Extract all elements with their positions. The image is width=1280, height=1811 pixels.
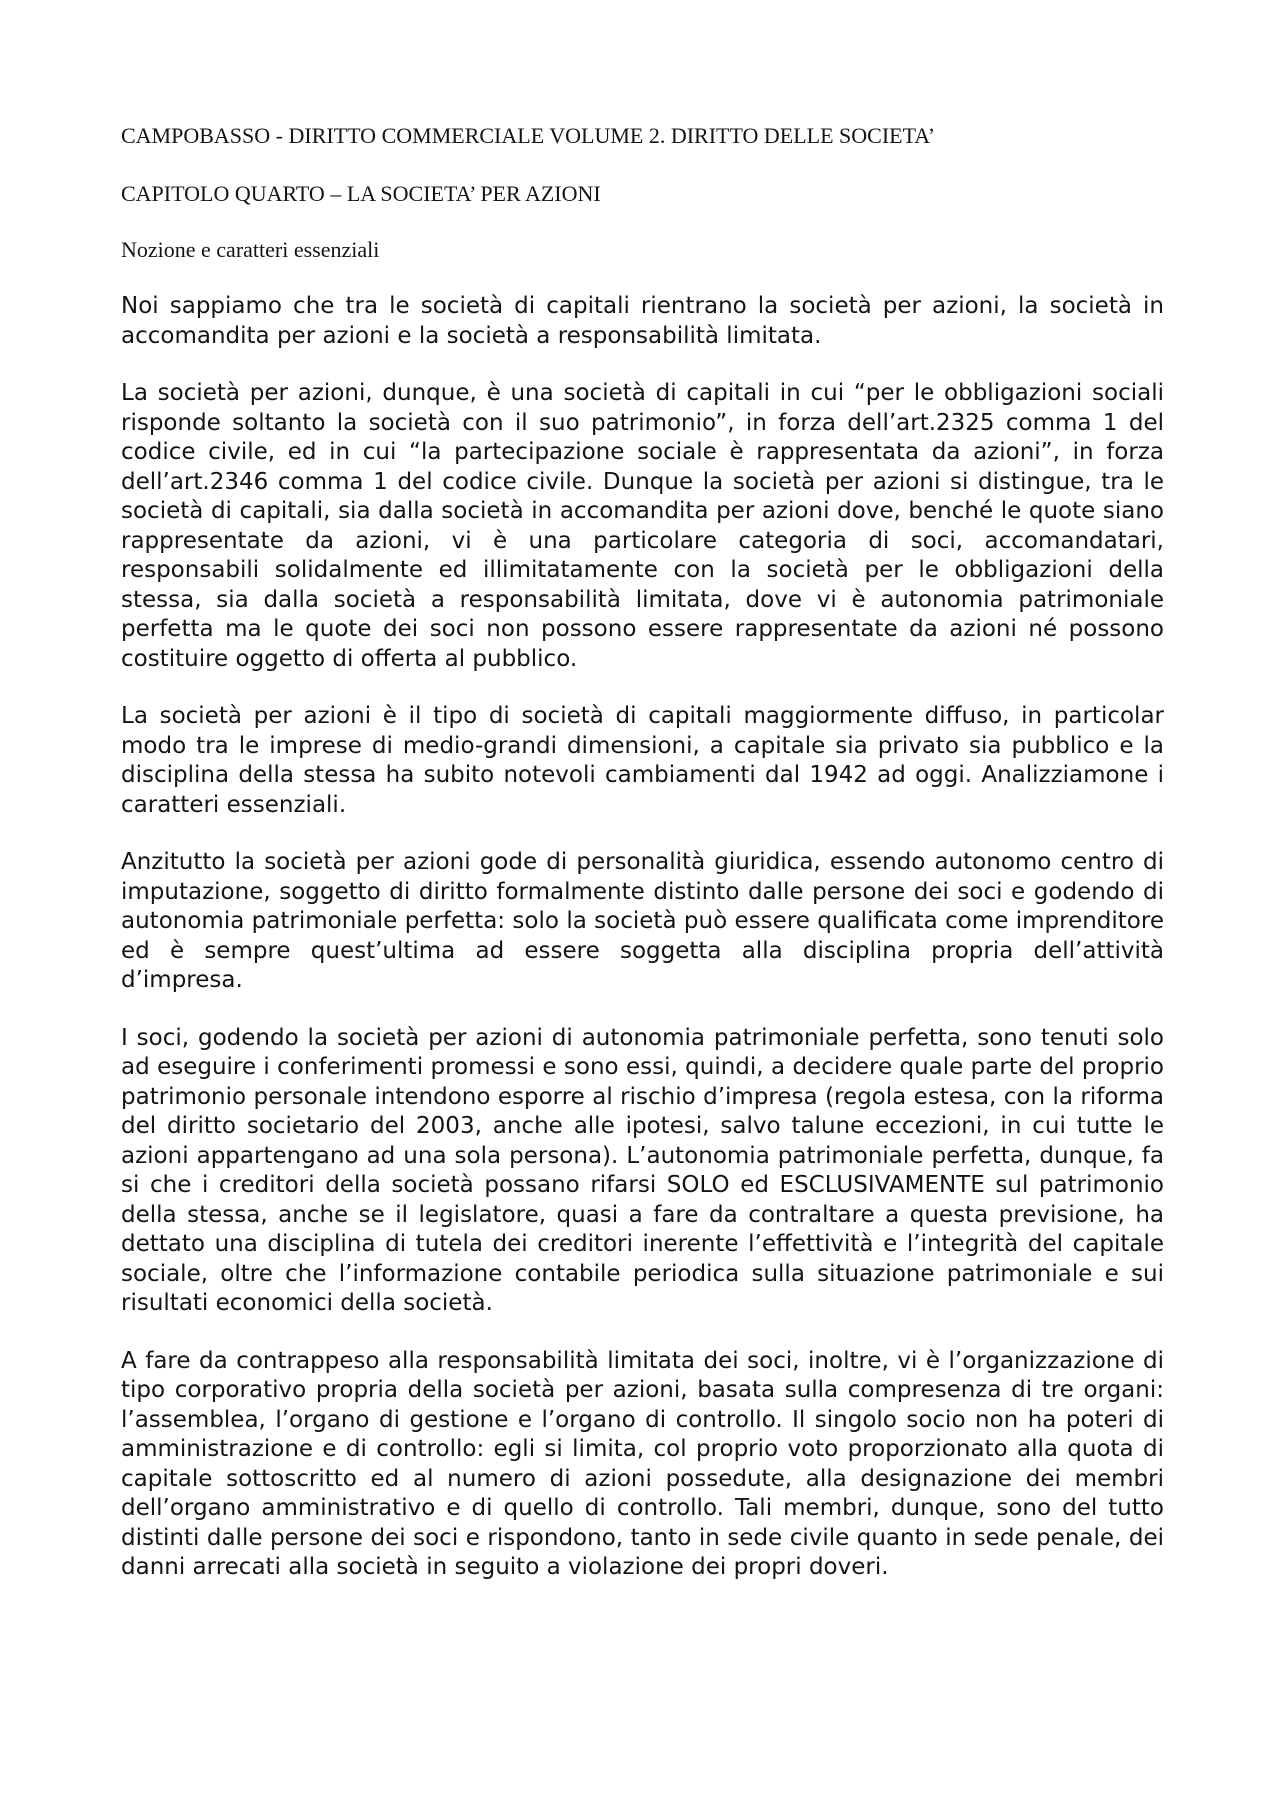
- paragraph-6: A fare da contrappeso alla responsabilità limitata dei soci, inoltre, vi è l’organizzazione di tipo corporativo propria della società per azioni, basata sulla compresenza di tre organi: l’assemblea, l’organo di gestione e l’organo di controllo. Il singolo socio non ha poteri di amministrazione e di controllo: egli si limita, col proprio voto proporzionato alla quota di capitale sottoscritto ed al numero di azioni possedute, alla designazione dei membri dell’organo amministrativo e di quello di controllo. Tali membri, dunque, sono del tutto distinti dalle persone dei soci e rispondono, tanto in sede civile quanto in sede penale, dei danni arrecati alla società in seguito a violazione dei propri doveri.: [121, 1347, 1164, 1580]
- paragraph-3: La società per azioni è il tipo di società di capitali maggiormente diffuso, in particolar modo tra le imprese di medio-grandi dimensioni, a capitale sia privato sia pubblico e la disciplina della stessa ha subito notevoli cambiamenti dal 1942 ad oggi. Analizziamone i caratteri essenziali.: [121, 703, 1164, 818]
- document-body: [121, 122, 1164, 1611]
- paragraph-5: I soci, godendo la società per azioni di autonomia patrimoniale perfetta, sono tenuti solo ad eseguire i conferimenti promessi e sono essi, quindi, a decidere quale parte del proprio patrimonio personale intendono esporre al rischio d’impresa (regola estesa, con la riforma del diritto societario del 2003, anche alle ipotesi, salvo talune eccezioni, in cui tutte le azioni appartengano ad una sola persona). L’autonomia patrimoniale perfetta, dunque, fa si che i creditori della società possano rifarsi SOLO ed ESCLUSIVAMENTE sul patrimonio della stessa, anche se il legislatore, quasi a fare da contraltare a questa previsione, ha dettato una disciplina di tutela dei creditori inerente l’effettività e l’integrità del capitale sociale, oltre che l’informazione contabile periodica sulla situazione patrimoniale e sui risultati economici della società.: [121, 1024, 1164, 1316]
- paragraph-2: La società per azioni, dunque, è una società di capitali in cui “per le obbligazioni sociali risponde soltanto la società con il suo patrimonio”, in forza dell’art.2325 comma 1 del codice civile, ed in cui “la partecipazione sociale è rappresentata da azioni”, in forza dell’art.2346 comma 1 del codice civile. Dunque la società per azioni si distingue, tra le società di capitali, sia dalla società in accomandita per azioni dove, benché le quote siano rappresentate da azioni, vi è una particolare categoria di soci, accomandatari, responsabili solidalmente ed illimitatamente con la società per le obbligazioni della stessa, sia dalla società a responsabilità limitata, dove vi è autonomia patrimoniale perfetta ma le quote dei soci non possono essere rappresentate da azioni né possono costituire oggetto di offerta al pubblico.: [121, 380, 1164, 672]
- paragraph-1: Noi sappiamo che tra le società di capitali rientrano la società per azioni, la società in accomandita per azioni e la società a responsabilità limitata.: [121, 293, 1164, 349]
- paragraph-4: Anzitutto la società per azioni gode di personalità giuridica, essendo autonomo centro di imputazione, soggetto di diritto formalmente distinto dalle persone dei soci e godendo di autonomia patrimoniale perfetta: solo la società può essere qualificata come imprenditore ed è sempre quest’ultima ad essere soggetta alla disciplina propria dell’attività d’impresa.: [121, 849, 1164, 993]
- document-title: CAMPOBASSO - DIRITTO COMMERCIALE VOLUME 2. DIRITTO DELLE SOCIETA’: [121, 123, 936, 148]
- section-title: Nozione e caratteri essenziali: [121, 237, 380, 262]
- chapter-title: CAPITOLO QUARTO – LA SOCIETA’ PER AZIONI: [121, 181, 601, 206]
